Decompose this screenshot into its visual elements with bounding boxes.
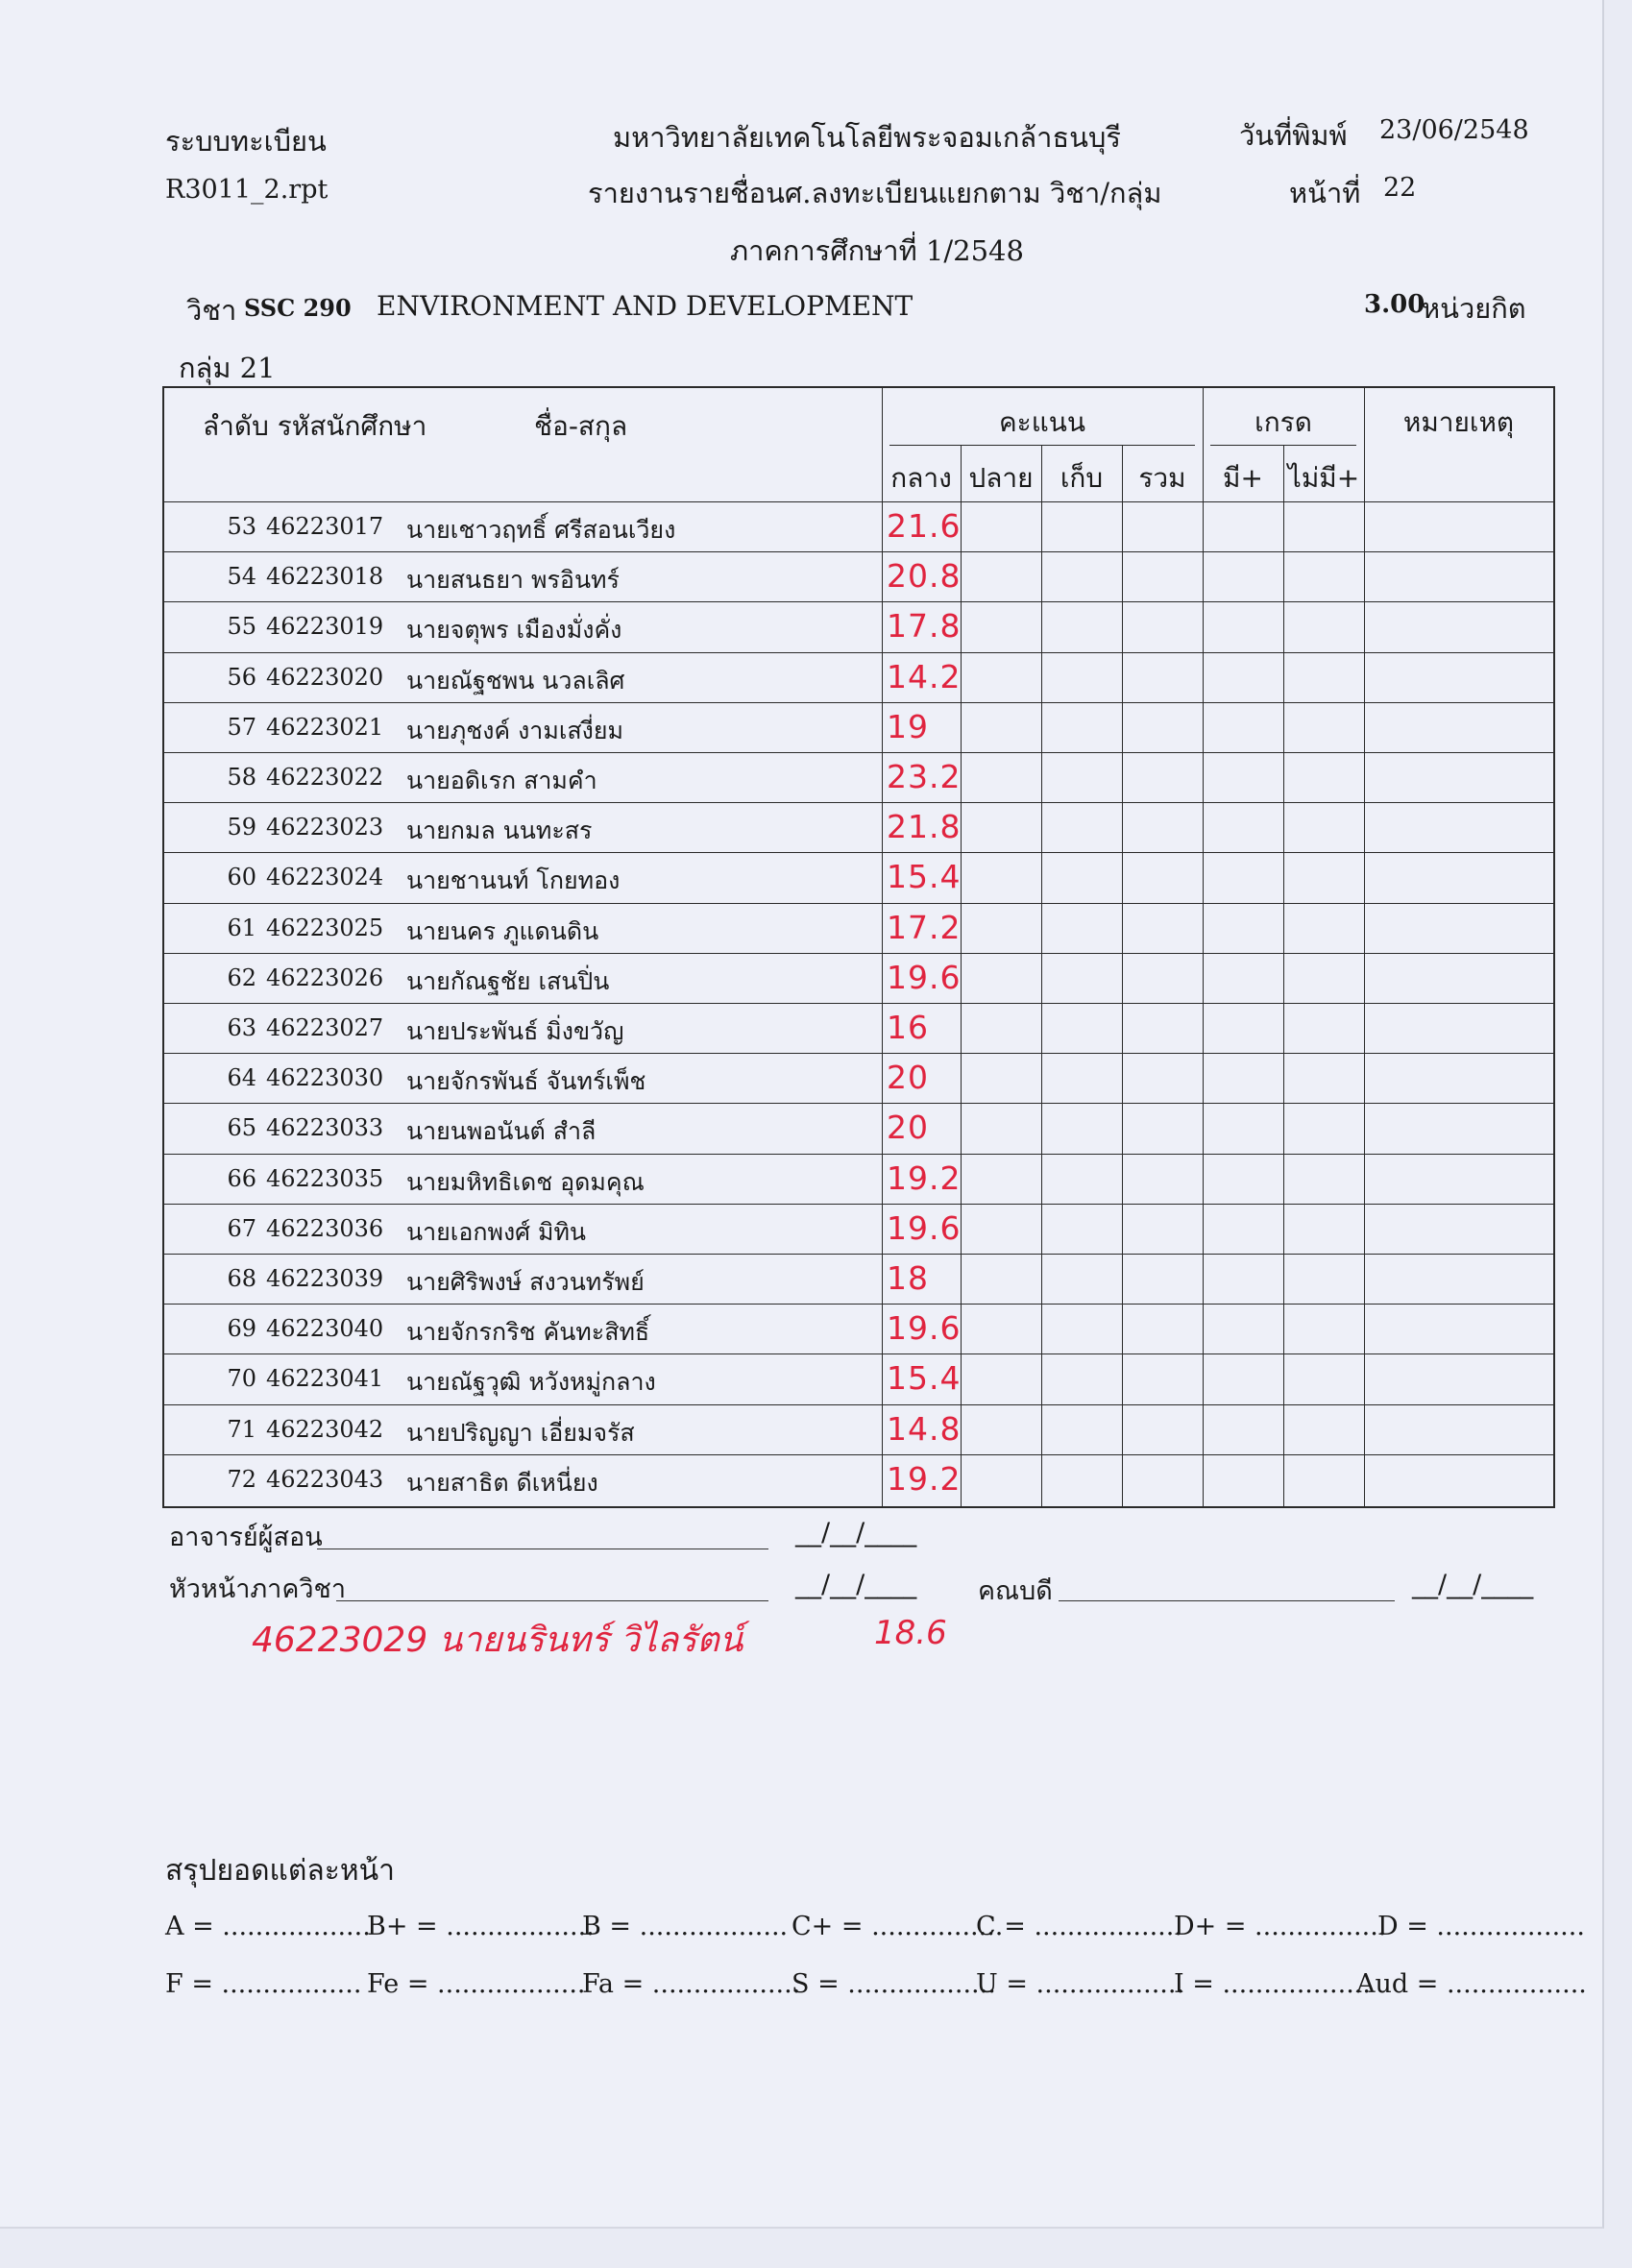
table-row: [164, 1304, 1553, 1353]
student-id: 46223030: [266, 1064, 384, 1092]
student-name: นายณัฐวุฒิ หวังหมู่กลาง: [406, 1368, 656, 1397]
midterm-score: 16: [887, 1009, 929, 1046]
row-number: 60: [227, 864, 256, 891]
student-id: 46223036: [266, 1214, 384, 1242]
system-label: ระบบทะเบียน: [165, 125, 327, 158]
midterm-score: 19.6: [887, 1208, 962, 1247]
summary-i: I = ..................: [1174, 1969, 1371, 1999]
table-row: [164, 903, 1553, 953]
dean-label: คณบดี: [978, 1576, 1053, 1606]
midterm-score: 14.8: [887, 1409, 962, 1448]
table-row: [164, 1454, 1553, 1504]
row-number: 54: [227, 563, 256, 591]
table-row: [164, 852, 1553, 902]
table-row: [164, 1353, 1553, 1403]
student-name: นายเอกพงศ์ มิทิน: [406, 1217, 587, 1246]
midterm-score: 21.6: [887, 507, 962, 545]
summary-a: A = ..................: [165, 1912, 371, 1941]
summary-c: C = ..................: [976, 1912, 1182, 1941]
table-row: [164, 601, 1553, 651]
midterm-score: 15.4: [887, 1359, 962, 1398]
midterm-score: 18: [887, 1259, 929, 1297]
row-number: 65: [227, 1114, 256, 1142]
head-signature-line: [336, 1600, 768, 1601]
student-id: 46223033: [266, 1114, 384, 1142]
report-title: รายงานรายชื่อนศ.ลงทะเบียนแยกตาม วิชา/กลุ่ม: [588, 177, 1162, 209]
handwritten-score: 18.6: [874, 1614, 947, 1652]
student-name: นายอดิเรก สามคำ: [406, 767, 597, 794]
table-row: [164, 802, 1553, 852]
student-name: นายนพอนันต์ สำลี: [406, 1117, 597, 1146]
summary-bplus: B+ = ..................: [367, 1912, 595, 1941]
head-label: หัวหน้าภาควิชา: [169, 1574, 347, 1604]
summary-fa: Fa = ..................: [582, 1969, 801, 1999]
student-id: 46223026: [266, 963, 384, 991]
page-label: หน้าที่: [1289, 177, 1361, 209]
table-row: [164, 1204, 1553, 1254]
student-id: 46223041: [266, 1365, 384, 1393]
row-number: 57: [227, 713, 256, 741]
table-row: [164, 702, 1553, 752]
col-mid: กลาง: [890, 462, 952, 494]
table-row: [164, 1103, 1553, 1153]
midterm-score: 20: [887, 1059, 929, 1097]
student-name: นายกัณฐชัย เสนปิ่น: [406, 966, 610, 995]
student-name: นายกมล นนทะสร: [406, 817, 593, 845]
row-number: 72: [227, 1465, 256, 1493]
student-id: 46223019: [266, 613, 384, 641]
row-number: 53: [227, 513, 256, 540]
table-row: [164, 1003, 1553, 1053]
summary-s: S = ..................: [792, 1969, 996, 1999]
col-name: ชื่อ-สกุล: [534, 410, 628, 442]
university-name: มหาวิทยาลัยเทคโนโลยีพระจอมเกล้าธนบุรี: [613, 121, 1121, 154]
summary-dplus: D+ = ................: [1174, 1912, 1387, 1941]
student-id: 46223039: [266, 1265, 384, 1292]
dean-signature-line: [1059, 1600, 1395, 1601]
row-number: 63: [227, 1014, 256, 1041]
table-row: [164, 953, 1553, 1003]
page-number: 22: [1383, 173, 1417, 203]
col-total: รวม: [1138, 462, 1186, 494]
row-number: 56: [227, 663, 256, 691]
dean-date: __/__/____: [1412, 1570, 1534, 1599]
student-name: นายมหิทธิเดช อุดมคุณ: [406, 1167, 645, 1196]
print-date: 23/06/2548: [1379, 115, 1529, 145]
midterm-score: 15.4: [887, 858, 962, 896]
table-row: [164, 501, 1553, 551]
group-label: กลุ่ม 21: [179, 352, 276, 384]
student-id: 46223042: [266, 1415, 384, 1443]
summary-title: สรุปยอดแต่ละหน้า: [165, 1854, 395, 1888]
credits-unit: หน่วยกิต: [1422, 292, 1526, 325]
midterm-score: 19.2: [887, 1158, 962, 1197]
summary-u: U = ..................: [976, 1969, 1185, 1999]
col-note: หมายเหตุ: [1402, 406, 1515, 438]
student-id: 46223043: [266, 1465, 384, 1493]
midterm-score: 20: [887, 1109, 929, 1147]
student-name: นายปริญญา เอี่ยมจรัส: [406, 1418, 635, 1447]
teacher-label: อาจารย์ผู้สอน: [169, 1523, 323, 1552]
table-row: [164, 652, 1553, 702]
row-number: 64: [227, 1064, 256, 1092]
table-row: [164, 1254, 1553, 1304]
summary-fe: Fe = ..................: [367, 1969, 586, 1999]
col-grade: เกรด: [1254, 406, 1312, 438]
midterm-score: 19.2: [887, 1459, 962, 1498]
student-name: นายภุชงค์ งามเสงี่ยม: [406, 716, 623, 744]
midterm-score: 19.6: [887, 1309, 962, 1348]
midterm-score: 23.2: [887, 758, 962, 795]
student-id: 46223022: [266, 764, 384, 791]
row-number: 62: [227, 963, 256, 991]
student-name: นายประพันธ์ มิ่งขวัญ: [406, 1017, 624, 1045]
table-row: [164, 752, 1553, 802]
print-date-label: วันที่พิมพ์: [1239, 119, 1348, 152]
summary-cplus: C+ = ................: [792, 1912, 1004, 1941]
course-name: ENVIRONMENT AND DEVELOPMENT: [377, 290, 913, 322]
row-number: 61: [227, 914, 256, 941]
head-date: __/__/____: [795, 1570, 917, 1599]
row-number: 67: [227, 1214, 256, 1242]
student-id: 46223027: [266, 1014, 384, 1041]
table-row: [164, 1154, 1553, 1204]
handwritten-student: 46223029 นายนรินทร์ วิไลรัตน์: [252, 1621, 743, 1660]
student-name: นายณัฐชพน นวลเลิศ: [406, 666, 625, 695]
col-order-id: ลำดับ รหัสนักศึกษา: [203, 410, 427, 442]
midterm-score: 19.6: [887, 958, 962, 996]
teacher-date: __/__/____: [795, 1518, 917, 1548]
student-name: นายสนธยา พรอินทร์: [406, 566, 620, 595]
midterm-score: 14.2: [887, 657, 962, 695]
col-collect: เก็บ: [1060, 462, 1104, 494]
row-number: 71: [227, 1415, 256, 1443]
student-id: 46223040: [266, 1315, 384, 1343]
student-id: 46223025: [266, 914, 384, 941]
student-name: นายชานนท์ โกยทอง: [406, 866, 621, 895]
student-name: นายเชาวฤทธิ์ ศรีสอนเวียง: [406, 516, 676, 544]
summary-f: F = .................: [165, 1969, 362, 1999]
row-number: 70: [227, 1365, 256, 1393]
row-number: 58: [227, 764, 256, 791]
table-row: [164, 1053, 1553, 1103]
table-row: [164, 551, 1553, 601]
student-name: นายจักรกริช คันทะสิทธิ์: [406, 1318, 650, 1347]
student-id: 46223023: [266, 814, 384, 841]
row-number: 66: [227, 1164, 256, 1192]
student-id: 46223018: [266, 563, 384, 591]
student-id: 46223035: [266, 1164, 384, 1192]
row-number: 68: [227, 1265, 256, 1292]
row-number: 59: [227, 814, 256, 841]
course-code: SSC 290: [244, 294, 352, 322]
semester: ภาคการศึกษาที่ 1/2548: [730, 234, 1024, 267]
midterm-score: 19: [887, 707, 929, 745]
midterm-score: 17.2: [887, 908, 962, 946]
col-no-plus: ไม่มี+: [1287, 462, 1360, 494]
student-id: 46223017: [266, 513, 384, 540]
midterm-score: 17.8: [887, 607, 962, 646]
student-name: นายนคร ภูแดนดิน: [406, 916, 599, 945]
table-row: [164, 1404, 1553, 1454]
col-has-plus: มี+: [1223, 462, 1263, 494]
course-label: วิชา: [186, 294, 237, 327]
summary-b: B = ..................: [582, 1912, 789, 1941]
student-name: นายสาธิต ดีเหนี่ยง: [406, 1468, 598, 1497]
grade-table: [162, 386, 1555, 1508]
row-number: 55: [227, 613, 256, 641]
row-number: 69: [227, 1315, 256, 1343]
student-name: นายจักรพันธ์ จันทร์เพ็ช: [406, 1067, 646, 1096]
col-score: คะแนน: [998, 406, 1086, 438]
midterm-score: 21.8: [887, 808, 962, 846]
student-id: 46223021: [266, 713, 384, 741]
summary-d: D = ..................: [1377, 1912, 1585, 1941]
student-id: 46223024: [266, 864, 384, 891]
course-credits: 3.00: [1364, 290, 1425, 319]
student-id: 46223020: [266, 663, 384, 691]
report-file: R3011_2.rpt: [165, 175, 329, 205]
midterm-score: 20.8: [887, 557, 962, 596]
student-name: นายศิริพงษ์ สงวนทรัพย์: [406, 1268, 645, 1296]
col-final: ปลาย: [968, 462, 1034, 494]
student-name: นายจตุพร เมืองมั่งคั่ง: [406, 616, 622, 645]
summary-aud: Aud = .................: [1356, 1969, 1587, 1999]
